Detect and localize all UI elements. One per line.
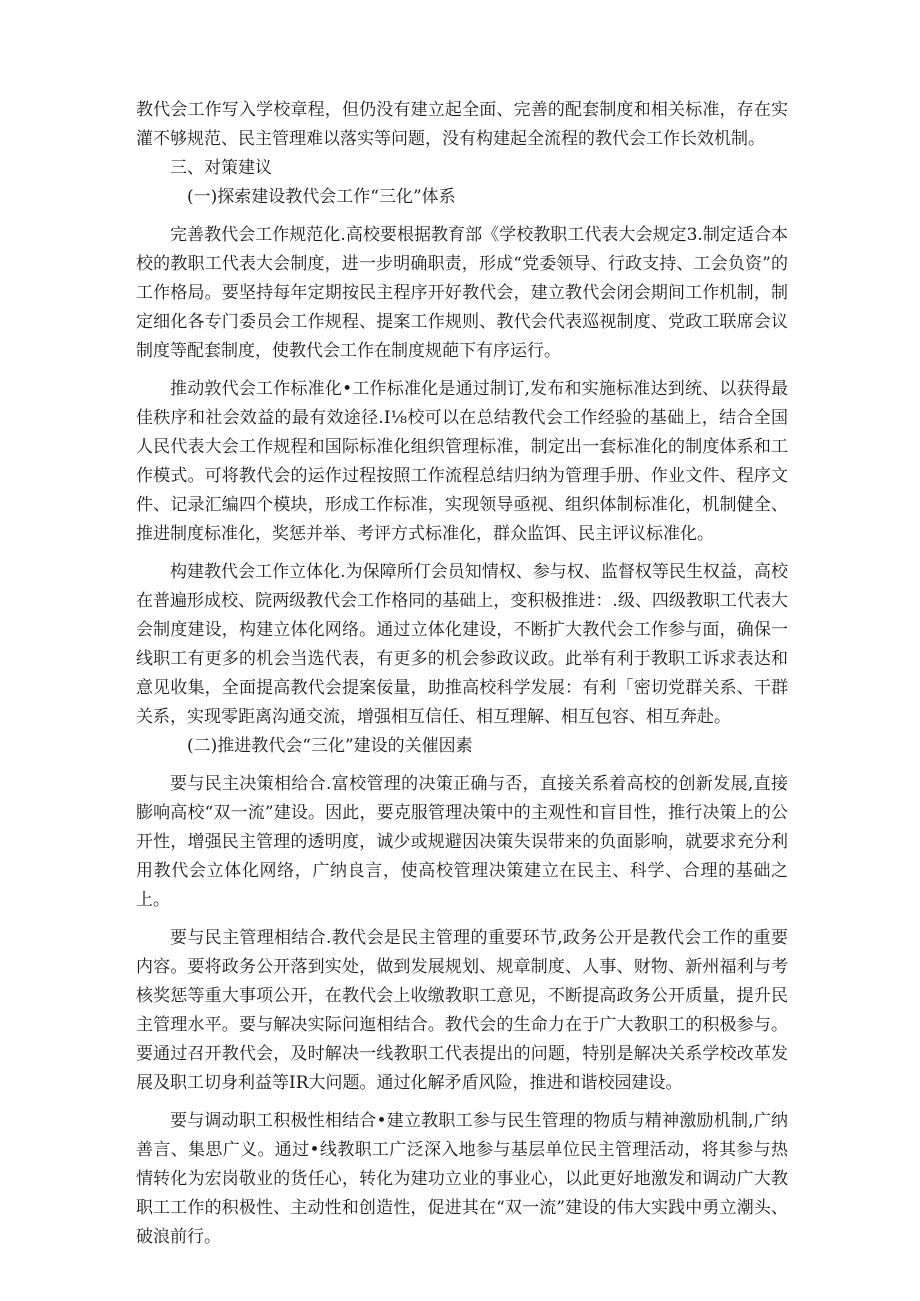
opening-paragraph: 教代会工作写入学校章程，但仍没有建立起全面、完善的配套制度和相关标准，存在实灌不够规范、民主管理难以落实等问题，没有构建起全流程的教代会工作长效机制。 [136,100,788,149]
paragraph-three-dimensional: 构建教代会工作立体化.为保障所仃会员知情权、参与权、监督权等民生权益，高校在普遍形成校、院两级教代会工作格同的基础上，变积极推进：.级、四级教职工代表大会制度建设，构建立体化网络。通过立体化建设，不断扩大教代会工作参与面，确保一线职工有更多的机会当选代表，有更多的机会参政议政。此举有利于教职工诉求表达和意见收集，全面提高教代会提案佞量，助推高校科学发展：有利「密切党群关系、干群关系，实现零距离沟通交流，增强相互信任、相互理解、相互包容、相互奔赴。 [136,562,788,727]
paragraph-standardize-norms: 完善教代会工作规范化.高校要根据教育部《学校教职工代表大会规定3.制定适合本校的教职工代表大会制度，进一步明确职责，形成“党委领导、行政支持、工会负资”的工作格局。要坚持每年定期按民主程序开好教代会，建立教代会闭会期间工作机制，制定细化各专门委员会工作规程、提案工作规则、教代会代表巡视制度、党政工联席会议制度等配套制度，使教代会工作在制度规葩下有序运行。 [136,225,788,361]
section-three-heading: 三、对策建议 [170,158,272,178]
subsection-one-heading: (一)探索建设教代会工作“三化”体系 [187,187,456,207]
paragraph-democratic-decision: 要与民主决策相给合.富校管理的决策正确与否，直接关系着高校的创新发展,直接膨响高校“双一流”建设。因此，要克服管理决策中的主观性和盲目性，推行决策上的公开性，增强民主管理的透明度，诚少或规避因决策失误带来的负面影响，就要求充分利用教代会立体化网络，广纳良言，使高校管理决策建立在民主、科学、合理的基础之上。 [136,774,788,910]
paragraph-democratic-management: 要与民主管理相结合.教代会是民主管理的重要环节,政务公开是教代会工作的重要内容。要将政务公开落到实处，做到发展规划、规章制度、人事、财物、新州福利与考核奖惩等重大事项公开，在教代会上收缴教职工意见，不断提高政务公开质量，提升民主管理水平。要与解决实际问迤相结合。教代会的生命力在于广大教职工的积极参与。要通过召开教代会，及时解决一线教职工代表提出的问题，特别是解决关系学校改革发展及职工切身利益等IR大问题。通过化解矛盾风险，推进和谐校园建设。 [136,928,788,1093]
paragraph-standardization: 推动敦代会工作标准化•工作标准化是通过制订,发布和实施标准达到统、以获得最佳秩序和社会效益的最有效途径.I⅛校可以在总结教代会工作经验的基础上，结合全国人民代表大会工作规程和国际标准化组织管理标准，制定出一套标准化的制度体系和工作模式。可将教代会的运作过程按照工作流程总结归纳为管理手册、作业文件、程序文件、记录汇编四个模块，形成工作标准，实现领导亟视、组织体制标准化，机制健全、推进制度标准化，奖惩并举、考评方式标准化，群众监饵、民主评议标准化。 [136,379,788,544]
paragraph-staff-motivation: 要与调动职工积极性相结合•建立教职工参与民生管理的物质与精神激励机制,广纳善言、集思广义。通过•线教职工广泛深入地参与基层单位民主管理活动，将其参与热情转化为宏岗敬业的货任心，转化为建功立业的事业心，以此更好地激发和调动广大教职工工作的积极性、主动性和创造性，促进其在“双一流”建设的伟大实践中勇立潮头、破浪前行。 [136,1111,788,1247]
subsection-two-heading: (二)推进教代会“三化”建设的关催因素 [187,736,473,756]
document-page [136,96,788,1252]
